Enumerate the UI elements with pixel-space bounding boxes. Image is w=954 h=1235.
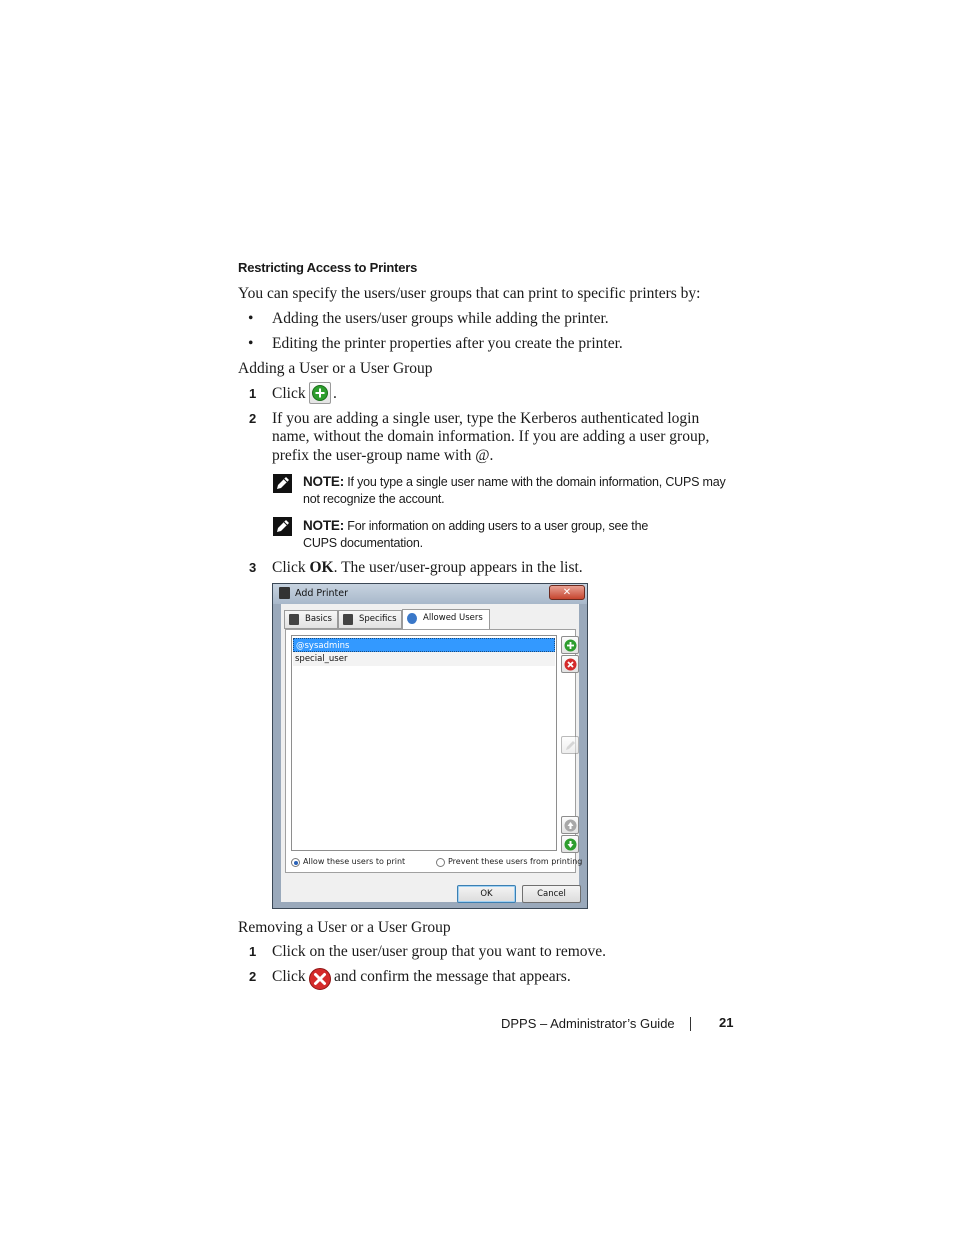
step-number: 2 [249, 969, 257, 984]
note-line [303, 473, 726, 491]
printer-icon [289, 614, 299, 625]
printer-settings-icon [343, 614, 353, 625]
page-number: 21 [719, 1015, 734, 1030]
add-icon [310, 383, 330, 403]
dialog-titlebar [273, 584, 587, 604]
tab-specifics[interactable]: Specifics [338, 610, 402, 629]
step-number: 1 [249, 386, 257, 401]
note-label: NOTE: [303, 474, 344, 489]
step-number: 2 [249, 411, 257, 426]
remove-icon [564, 658, 577, 671]
list-item[interactable]: special_user [293, 652, 555, 666]
note-text: For information on adding users to a user group, see the [347, 519, 649, 533]
step-text: Click OK. The user/user-group appears in the list. [272, 559, 583, 576]
allowed-users-panel: @sysadmins special_user Allow these users to print Prevent these users from printing [285, 629, 576, 873]
add-user-button[interactable] [561, 636, 579, 654]
dialog-title: Add Printer [295, 588, 349, 599]
move-down-button[interactable] [561, 835, 579, 853]
radio-dot[interactable] [436, 858, 445, 867]
edit-user-button[interactable] [561, 736, 579, 754]
bullet-item: Adding the users/user groups while adding the printer. [272, 310, 609, 327]
note-text: If you type a single user name with the domain information, CUPS may [347, 475, 726, 489]
remove-icon [308, 967, 332, 991]
arrow-down-icon [564, 838, 577, 851]
adding-subheading: Adding a User or a User Group [238, 360, 433, 377]
intro-paragraph: You can specify the users/user groups that can print to specific printers by: [238, 285, 701, 302]
note-label: NOTE: [303, 518, 344, 533]
step-text-line: prefix the user-group name with @. [272, 447, 494, 464]
step-text-line: If you are adding a single user, type the Kerberos authenticated login [272, 410, 700, 427]
ok-button[interactable]: OK [457, 885, 516, 903]
dialog-client [281, 604, 583, 902]
add-printer-dialog [272, 583, 588, 909]
step-text-line: name, without the domain information. If you are adding a user group, [272, 428, 710, 445]
close-button[interactable]: ✕ [549, 585, 585, 600]
edit-icon [564, 739, 577, 752]
note-line [303, 517, 648, 535]
section-heading: Restricting Access to Printers [238, 260, 418, 275]
step-text: and confirm the message that appears. [334, 968, 571, 985]
footer-title: DPPS – Administrator’s Guide [501, 1016, 675, 1031]
remove-user-button[interactable] [561, 655, 579, 673]
step-text: Click on the user/user group that you want to remove. [272, 943, 607, 960]
printer-app-icon [279, 587, 290, 599]
users-icon [407, 613, 417, 624]
removing-subheading: Removing a User or a User Group [238, 919, 451, 936]
step-text: Click [272, 968, 306, 985]
pencil-note-icon [273, 517, 292, 536]
step-number: 1 [249, 944, 257, 959]
radio-dot[interactable] [291, 858, 300, 867]
move-up-button[interactable] [561, 816, 579, 834]
footer-divider [690, 1017, 691, 1031]
bullet-item: Editing the printer properties after you create the printer. [272, 335, 623, 352]
tab-basics[interactable]: Basics [284, 610, 338, 629]
note-text: not recognize the account. [303, 492, 445, 506]
arrow-up-icon [564, 819, 577, 832]
step-text: Click [272, 385, 306, 402]
tab-allowed-users[interactable]: Allowed Users [402, 609, 490, 630]
users-list[interactable] [291, 635, 557, 851]
list-item[interactable]: @sysadmins [293, 638, 555, 652]
add-icon [564, 639, 577, 652]
bullet-marker: • [248, 310, 254, 327]
cancel-button[interactable]: Cancel [522, 885, 581, 903]
step-text-end: . [333, 385, 337, 402]
bullet-marker: • [248, 335, 254, 352]
add-button-inline [309, 382, 331, 404]
step-number: 3 [249, 560, 257, 575]
note-text: CUPS documentation. [303, 536, 423, 550]
pencil-note-icon [273, 474, 292, 493]
